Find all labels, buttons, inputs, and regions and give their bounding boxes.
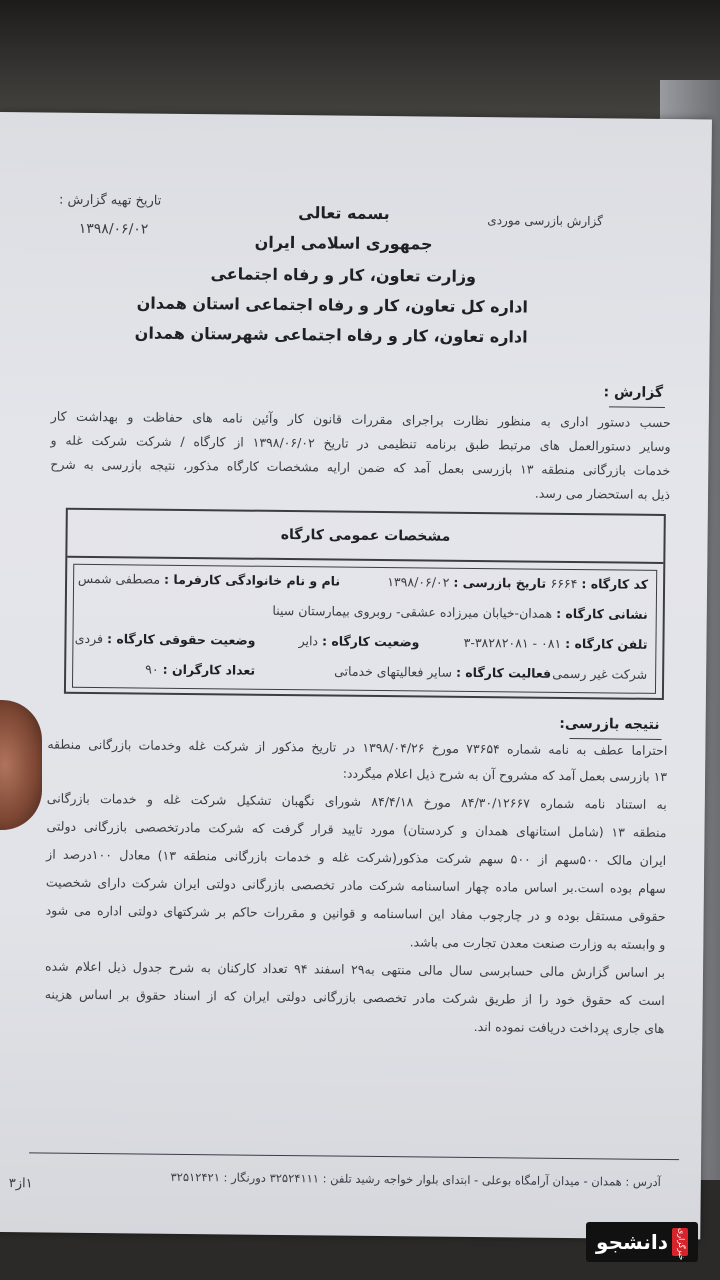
workplace-address-value: همدان-خیابان میرزاده عشقی- روبروی بیمارستان سینا: [272, 602, 553, 621]
report-type: گزارش بازرسی موردی: [487, 213, 603, 229]
footer-divider: [29, 1152, 679, 1160]
result-line: احتراما عطف به نامه شماره ۷۳۶۵۴ مورخ ۱۳۹۸/۰۴/۲۶ در تاریخ مذکور از شرکت غله وخدمات بازرگانی منطقه: [47, 736, 668, 759]
workplace-info-fields: [72, 564, 657, 694]
page-number: ۱از۳: [8, 1176, 33, 1192]
result-line: به استناد نامه شماره ۸۴/۳۰/۱۲۶۶۷ مورخ ۸۴/۴/۱۸ شورای نگهبان تشکیل شرکت غله و خدمات بازرگانی: [46, 790, 667, 813]
report-date-label: تاریخ تهیه گزارش :: [59, 192, 162, 209]
footer-address: آدرس : همدان - میدان آرامگاه بوعلی - ابتدای بلوار خواجه رشید تلفن : ۳۲۵۲۴۱۱۱ دورنگار : ۳۲۵۱۲۴۲۱: [170, 1169, 661, 1189]
report-line: حسب دستور اداری به منظور نظارت براجرای مقررات قانون کار وآئین نامه های حفاظت و بهداشت کار: [50, 408, 671, 431]
workplace-info-title: مشخصات عمومی کارگاه: [67, 510, 663, 564]
finger-on-page: [0, 700, 42, 830]
result-line: است که حقوق خود را از طریق شرکت مادر تخصصی بازرگانی دولتی ایران که از اسناد حقوق بر اساس هزینه: [44, 986, 665, 1009]
visit-date-field: [387, 574, 546, 591]
result-section-title: نتیجه بازرسی:: [559, 715, 660, 733]
result-line: و وابسته به وزارت صنعت معدن تجارت می باشد.: [409, 934, 666, 953]
document-page: [0, 112, 712, 1239]
activity-value: سایر فعالیتهای خدماتی: [334, 663, 453, 680]
ownership-value: شرکت غیر رسمی: [552, 665, 648, 682]
workplace-address-field: [272, 603, 647, 622]
employer-label: نام و نام خانوادگی کارفرما :: [164, 571, 341, 589]
report-date-value: ۱۳۹۸/۰۶/۰۲: [78, 220, 149, 238]
report-section-title: گزارش :: [603, 384, 664, 401]
city-office-heading: اداره تعاون، کار و رفاه اجتماعی شهرستان همدان: [134, 323, 528, 347]
result-line: حقوقی مستقل بوده و در چارچوب مفاد این اساسنامه و قوانین و مقررات حاکم بر شرکتهای دولتی اداره می شود: [45, 902, 666, 925]
visit-date-label: تاریخ بازرسی :: [453, 574, 547, 591]
general-office-heading: اداره کل تعاون، کار و رفاه اجتماعی استان همدان: [136, 293, 529, 317]
activity-label: فعالیت کارگاه :: [455, 664, 552, 681]
ownership-field: [552, 666, 647, 682]
report-line: وسایر دستورالعمل های مرتبط طبق برنامه تنظیمی در تاریخ ۱۳۹۸/۰۶/۰۲ از کارگاه / شرکت شرکت غله و: [50, 432, 671, 455]
workplace-phone-value: ۰۸۱ - ۳۸۲۸۲۰۸۱-۳: [463, 634, 562, 651]
legal-status-field: [75, 631, 256, 648]
workplace-info-box: [64, 508, 666, 700]
result-line: ۱۳ بازرسی بعمل آمد که مشروح آن به شرح ذیل اعلام میگردد:: [342, 765, 668, 785]
workplace-status-label: وضعیت کارگاه :: [321, 633, 420, 650]
basmala: بسمه تعالی: [298, 203, 390, 224]
workplace-phone-label: تلفن کارگاه :: [565, 635, 648, 652]
workplace-status-value: دایر: [298, 633, 319, 649]
workplace-code-field: [550, 576, 648, 592]
logo-badge: خبرگزاری: [672, 1228, 688, 1256]
result-title-underline: [569, 738, 661, 740]
result-line: ایران مالک ۵۰۰سهم از ۵۰۰ سهم شرکت مذکور(شرکت غله و خدمات بازرگانی منطقه ۱۳) معادل ۱۰۰درصد از: [46, 846, 667, 869]
ministry-heading: وزارت تعاون، کار و رفاه اجتماعی: [210, 264, 477, 286]
result-line: های جاری پرداخت دریافت نموده اند.: [473, 1019, 665, 1037]
activity-field: [334, 664, 551, 681]
visit-date-value: ۱۳۹۸/۰۶/۰۲: [387, 574, 450, 590]
result-line: بر اساس گزارش مالی حسابرسی سال مالی منتهی به۲۹ اسفند ۹۴ تعداد کارکنان به شرح جدول ذیل اعلام شده: [44, 958, 666, 981]
workplace-code-value: ۶۶۶۴: [550, 575, 578, 592]
workplace-status-field: [299, 633, 420, 649]
employer-value: مصطفی شمس: [77, 570, 161, 587]
legal-status-label: وضعیت حقوقی کارگاه :: [106, 631, 256, 648]
workplace-phone-field: [464, 635, 648, 652]
result-line: منطقه ۱۳ (شامل استانهای همدان و کردستان) مورد تایید قرار گرفت که شرکت مادرتخصصی بازرگانی دولتی: [46, 818, 667, 841]
report-line: خدمات بازرگانی منطقه ۱۳ بازرسی بعمل آمد که ضمن ارایه مشخصات کارگاه مذکور، نتیجه بازرسی به شرح: [50, 456, 671, 479]
workers-label: تعداد کارگران :: [162, 661, 256, 678]
workers-field: [145, 662, 255, 678]
workplace-code-label: کد کارگاه :: [581, 576, 649, 592]
report-line: ذیل به استحضار می رسد.: [534, 485, 671, 503]
workplace-address-label: نشانی کارگاه :: [556, 605, 648, 622]
workers-value: ۹۰: [145, 661, 159, 677]
legal-status-value: فردی: [74, 630, 104, 647]
country-heading: جمهوری اسلامی ایران: [254, 232, 433, 254]
report-title-underline: [609, 406, 665, 408]
result-line: سهام بوده است.بر اساس ماده چهار اساسنامه شرکت مادر تخصصی بازرگانی دولتی ایران شرکت دارای شخصیت: [45, 874, 666, 897]
logo-wordmark: دانشجو: [596, 1230, 668, 1254]
employer-field: [78, 571, 340, 589]
news-agency-logo: [586, 1222, 698, 1262]
